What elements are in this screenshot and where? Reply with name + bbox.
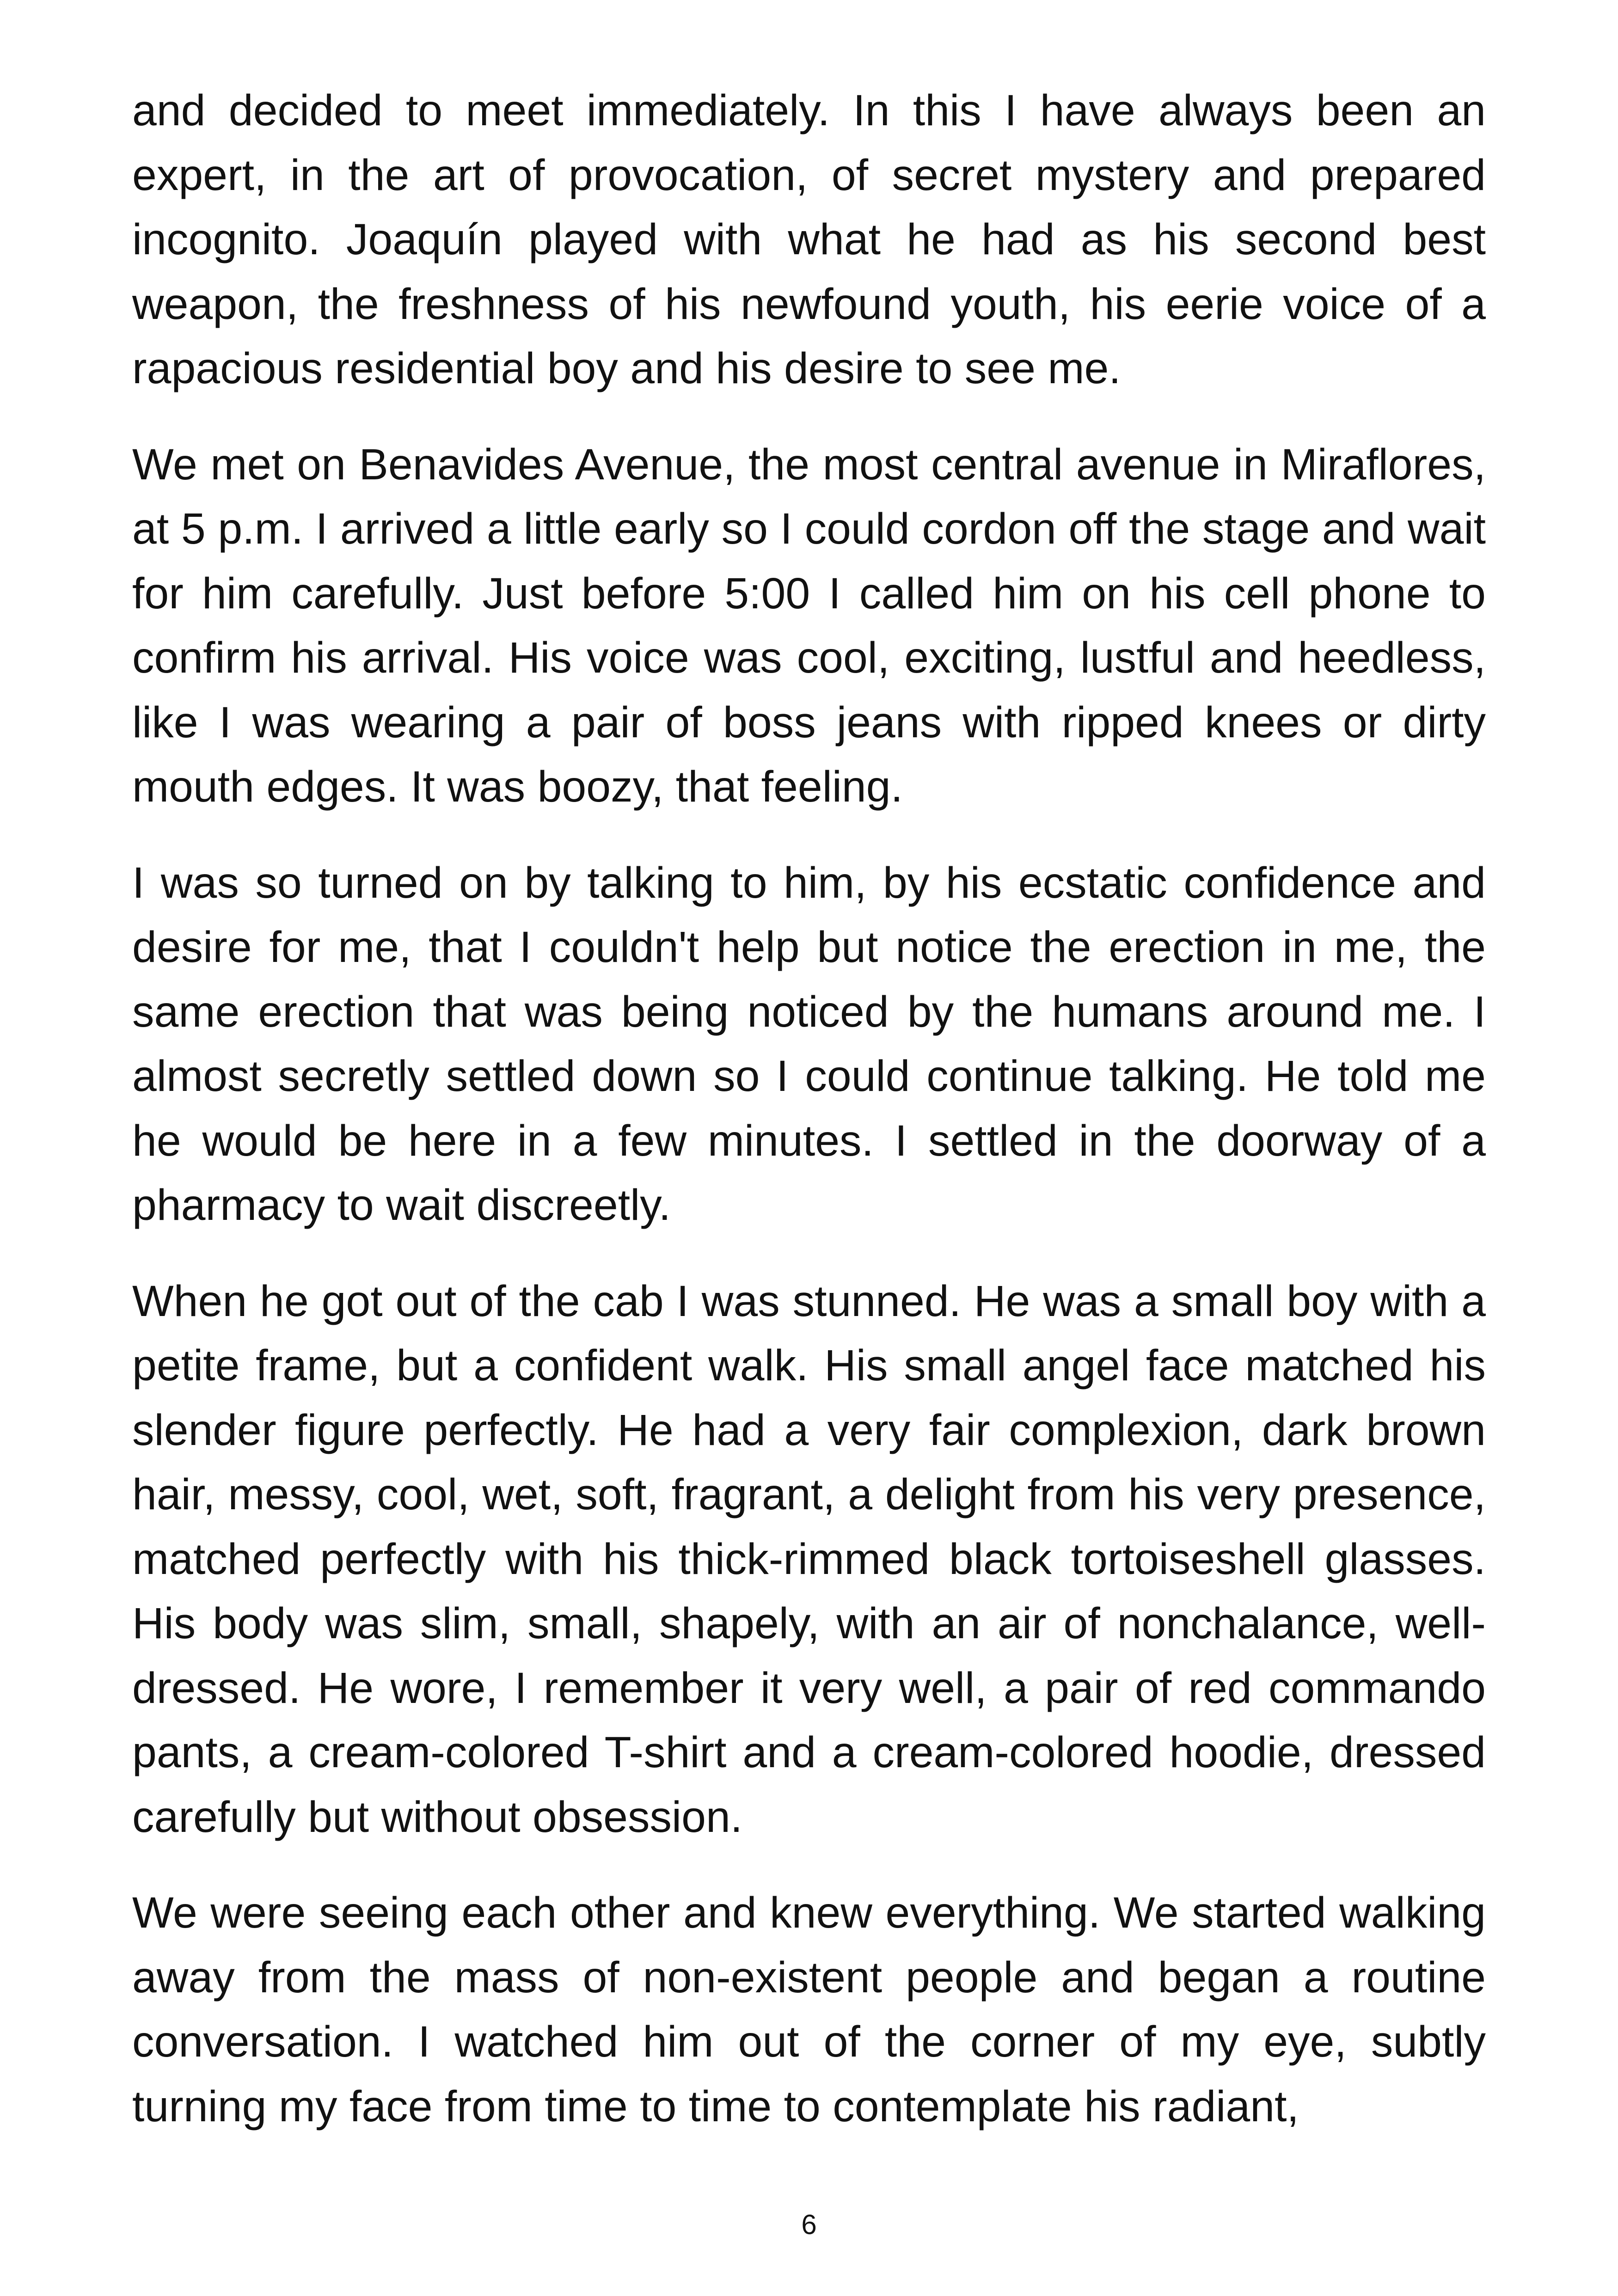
body-text [132,79,1486,2139]
paragraph-2: We met on Benavides Avenue, the most central avenue in Miraflores, at 5 p.m. I arrived a little early so I could cordon off the stage and wait for him carefully. Just before 5:00 I called him on his cell phone to confirm his arrival. His voice was cool, exciting, lustful and heedless, like I was wearing a pair of boss jeans with ripped knees or dirty mouth edges. It was boozy, that feeling. [132,440,1486,811]
paragraph-5: We were seeing each other and knew everything. We started walking away from the mass of non-existent people and began a routine conversation. I watched him out of the corner of my eye, subtly turning my face from time to time to contemplate his radiant, [132,1888,1486,2131]
page-number: 6 [801,2209,817,2240]
paragraph-1: and decided to meet immediately. In this I have always been an expert, in the art of provocation, of secret mystery and prepared incognito. Joaquín played with what he had as his second best weapon, the freshness of his newfound youth, his eerie voice of a rapacious residential boy and his desire to see me. [132,86,1486,393]
paragraph-4: When he got out of the cab I was stunned. He was a small boy with a petite frame, but a confident walk. His small angel face matched his slender figure perfectly. He had a very fair complexion, dark brown hair, messy, cool, wet, soft, fragrant, a delight from his very presence, matched perfectly with his thick-rimmed black tortoiseshell glasses. His body was slim, small, shapely, with an air of nonchalance, well-dressed. He wore, I remember it very well, a pair of red commando pants, a cream-colored T-shirt and a cream-colored hoodie, dressed carefully but without obsession. [132,1276,1486,1842]
paragraph-3: I was so turned on by talking to him, by his ecstatic confidence and desire for me, that I couldn't help but notice the erection in me, the same erection that was being noticed by the humans around me. I almost secretly settled down so I could continue talking. He told me he would be here in a few minutes. I settled in the doorway of a pharmacy to wait discreetly. [132,858,1486,1230]
